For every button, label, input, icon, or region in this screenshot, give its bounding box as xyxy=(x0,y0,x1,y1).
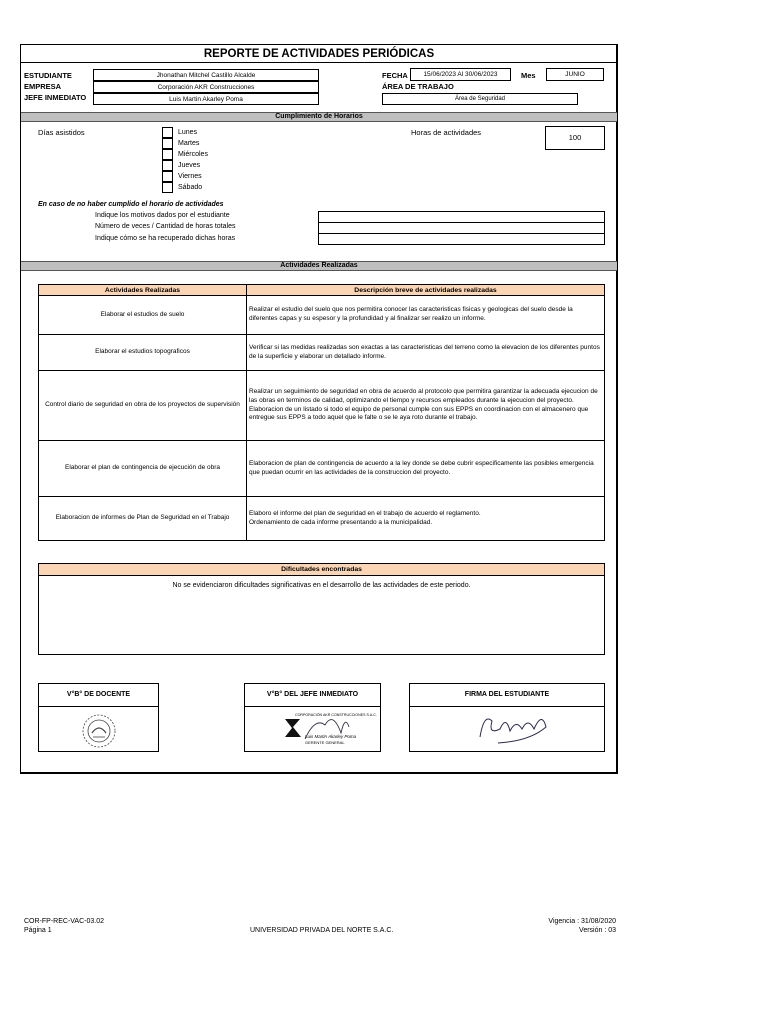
vb-jefe-header: V°B° DEL JEFE INMEDIATO xyxy=(244,683,381,707)
dia-jueves[interactable]: Jueves xyxy=(162,160,208,171)
actividad-cell: Elaborar el estudios topograficos xyxy=(39,335,247,371)
actividades-section-bar: Actividades Realizadas xyxy=(21,261,617,271)
checkbox[interactable] xyxy=(162,171,173,182)
firma-estudiante-header: FIRMA DEL ESTUDIANTE xyxy=(409,683,605,707)
jefe-stamp-name: Luis Martin Akarley Poma xyxy=(305,734,357,739)
checkbox[interactable] xyxy=(162,160,173,171)
dia-sabado[interactable]: Sábado xyxy=(162,182,208,193)
actividad-cell: Elaborar el estudios de suelo xyxy=(39,296,247,335)
dias-checklist xyxy=(162,127,208,193)
horas-label: Horas de actividades xyxy=(411,128,482,137)
empresa-field[interactable]: Corporación AKR Construcciones xyxy=(93,81,319,93)
dificultades-header: Dificultades encontradas xyxy=(38,563,605,576)
vb-docente-header: V°B° DE DOCENTE xyxy=(38,683,159,707)
footer-page: Página 1 xyxy=(24,927,52,934)
descripcion-cell: Elaboro el informe del plan de seguridad en el trabajo de acuerdo el reglamento. Ordenamiento de cada informe presentando a la municipalidad. xyxy=(247,497,605,541)
checkbox[interactable] xyxy=(162,138,173,149)
actividad-cell: Control diario de seguridad en obra de los proyectos de supervisión xyxy=(39,371,247,441)
estudiante-field[interactable]: Jhonathan Mitchel Castillo Alcalde xyxy=(93,69,319,81)
vb-docente-box xyxy=(38,707,159,752)
descripcion-cell: Realizar un seguimiento de seguridad en obra de acuerdo al protocolo que permitira garantizar la adecuada ejecucion de las obras en terminos de calidad, optimizando el tiempo y recursos empleados durante la ejecucion del proyecto. Elaboracion de un listado si todo el equipo de personal cumple con sus EPPS en coordinacion con el almacenero que entregue sus EPPS a todo aquel que le falte o se le aya roto durante el trabajo. xyxy=(247,371,605,441)
mes-label: Mes xyxy=(521,71,536,80)
actividades-table xyxy=(38,284,605,541)
veces-label: Número de veces / Cantidad de horas totales xyxy=(95,223,236,230)
checkbox[interactable] xyxy=(162,127,173,138)
table-row xyxy=(39,497,605,541)
footer-code: COR-FP-REC-VAC-03.02 xyxy=(24,918,104,925)
fecha-label: FECHA xyxy=(382,71,408,80)
descripcion-cell: Realizar el estudio del suelo que nos permitira conocer las caracteristicas fisicas y geologicas del suelo desde la diferentes capas y su espesor y la profundidad y al finalizar ser realizo un informe. xyxy=(247,296,605,335)
area-field[interactable]: Área de Seguridad xyxy=(382,93,578,105)
docente-seal-icon xyxy=(39,707,160,752)
incumplido-title: En caso de no haber cumplido el horario de actividades xyxy=(38,201,224,208)
dificultades-text: No se evidenciaron dificultades significativas en el desarrollo de las actividades de este periodo. xyxy=(172,582,471,589)
mes-field[interactable]: JUNIO xyxy=(546,68,604,81)
estudiante-label: ESTUDIANTE xyxy=(24,71,72,80)
actividad-cell: Elaborar el plan de contingencia de ejecución de obra xyxy=(39,441,247,497)
col-descripcion: Descripción breve de actividades realizadas xyxy=(247,285,605,296)
footer-university: UNIVERSIDAD PRIVADA DEL NORTE S.A.C. xyxy=(250,927,394,934)
student-signature-icon xyxy=(410,707,606,752)
table-row xyxy=(39,441,605,497)
table-row xyxy=(39,371,605,441)
actividades-table-wrap xyxy=(38,284,605,541)
descripcion-cell: Elaboracion de plan de contingencia de acuerdo a la ley donde se debe cubrir especificamente las posibles emergencia que puedan ocurrir en las actividades de la construccion del proyecto. xyxy=(247,441,605,497)
dia-lunes[interactable]: Lunes xyxy=(162,127,208,138)
dia-miercoles[interactable]: Miércoles xyxy=(162,149,208,160)
dia-viernes[interactable]: Viernes xyxy=(162,171,208,182)
horarios-section-bar: Cumplimiento de Horarios xyxy=(21,112,617,122)
jefe-stamp-company: CORPORACIÓN AKR CONSTRUCCIONES S.A.C. xyxy=(295,713,377,717)
actividad-cell: Elaboracion de informes de Plan de Seguridad en el Trabajo xyxy=(39,497,247,541)
motivos-label: Indique los motivos dados por el estudiante xyxy=(95,212,230,219)
dias-label: Días asistidos xyxy=(38,128,85,137)
descripcion-cell: Verificar si las medidas realizadas son exactas a las caracteristicas del terreno como la elevacion de los diferentes puntos de la superficie y elaborar un detallado informe. xyxy=(247,335,605,371)
jefe-label: JEFE INMEDIATO xyxy=(24,93,87,102)
table-row xyxy=(39,296,605,335)
empresa-label: EMPRESA xyxy=(24,82,62,91)
firma-estudiante-box xyxy=(409,707,605,752)
jefe-field[interactable]: Luis Martin Akarley Poma xyxy=(93,93,319,105)
checkbox[interactable] xyxy=(162,182,173,193)
table-row xyxy=(39,335,605,371)
horas-field[interactable]: 100 xyxy=(545,126,605,150)
area-label: ÁREA DE TRABAJO xyxy=(382,82,454,91)
recuperado-field[interactable] xyxy=(318,233,605,245)
col-actividad: Actividades Realizadas xyxy=(39,285,247,296)
report-title: REPORTE DE ACTIVIDADES PERIÓDICAS xyxy=(20,45,618,63)
vb-jefe-box xyxy=(244,707,381,752)
fecha-field[interactable]: 15/06/2023 Al 30/06/2023 xyxy=(410,68,511,81)
footer-version: Versión : 03 xyxy=(579,927,616,934)
footer-vigencia: Vigencia : 31/08/2020 xyxy=(548,918,616,925)
checkbox[interactable] xyxy=(162,149,173,160)
jefe-stamp-role: GERENTE GENERAL xyxy=(305,740,345,745)
dia-martes[interactable]: Martes xyxy=(162,138,208,149)
dificultades-box[interactable] xyxy=(38,576,605,655)
recuperado-label: Indique cómo se ha recuperado dichas horas xyxy=(95,235,236,242)
